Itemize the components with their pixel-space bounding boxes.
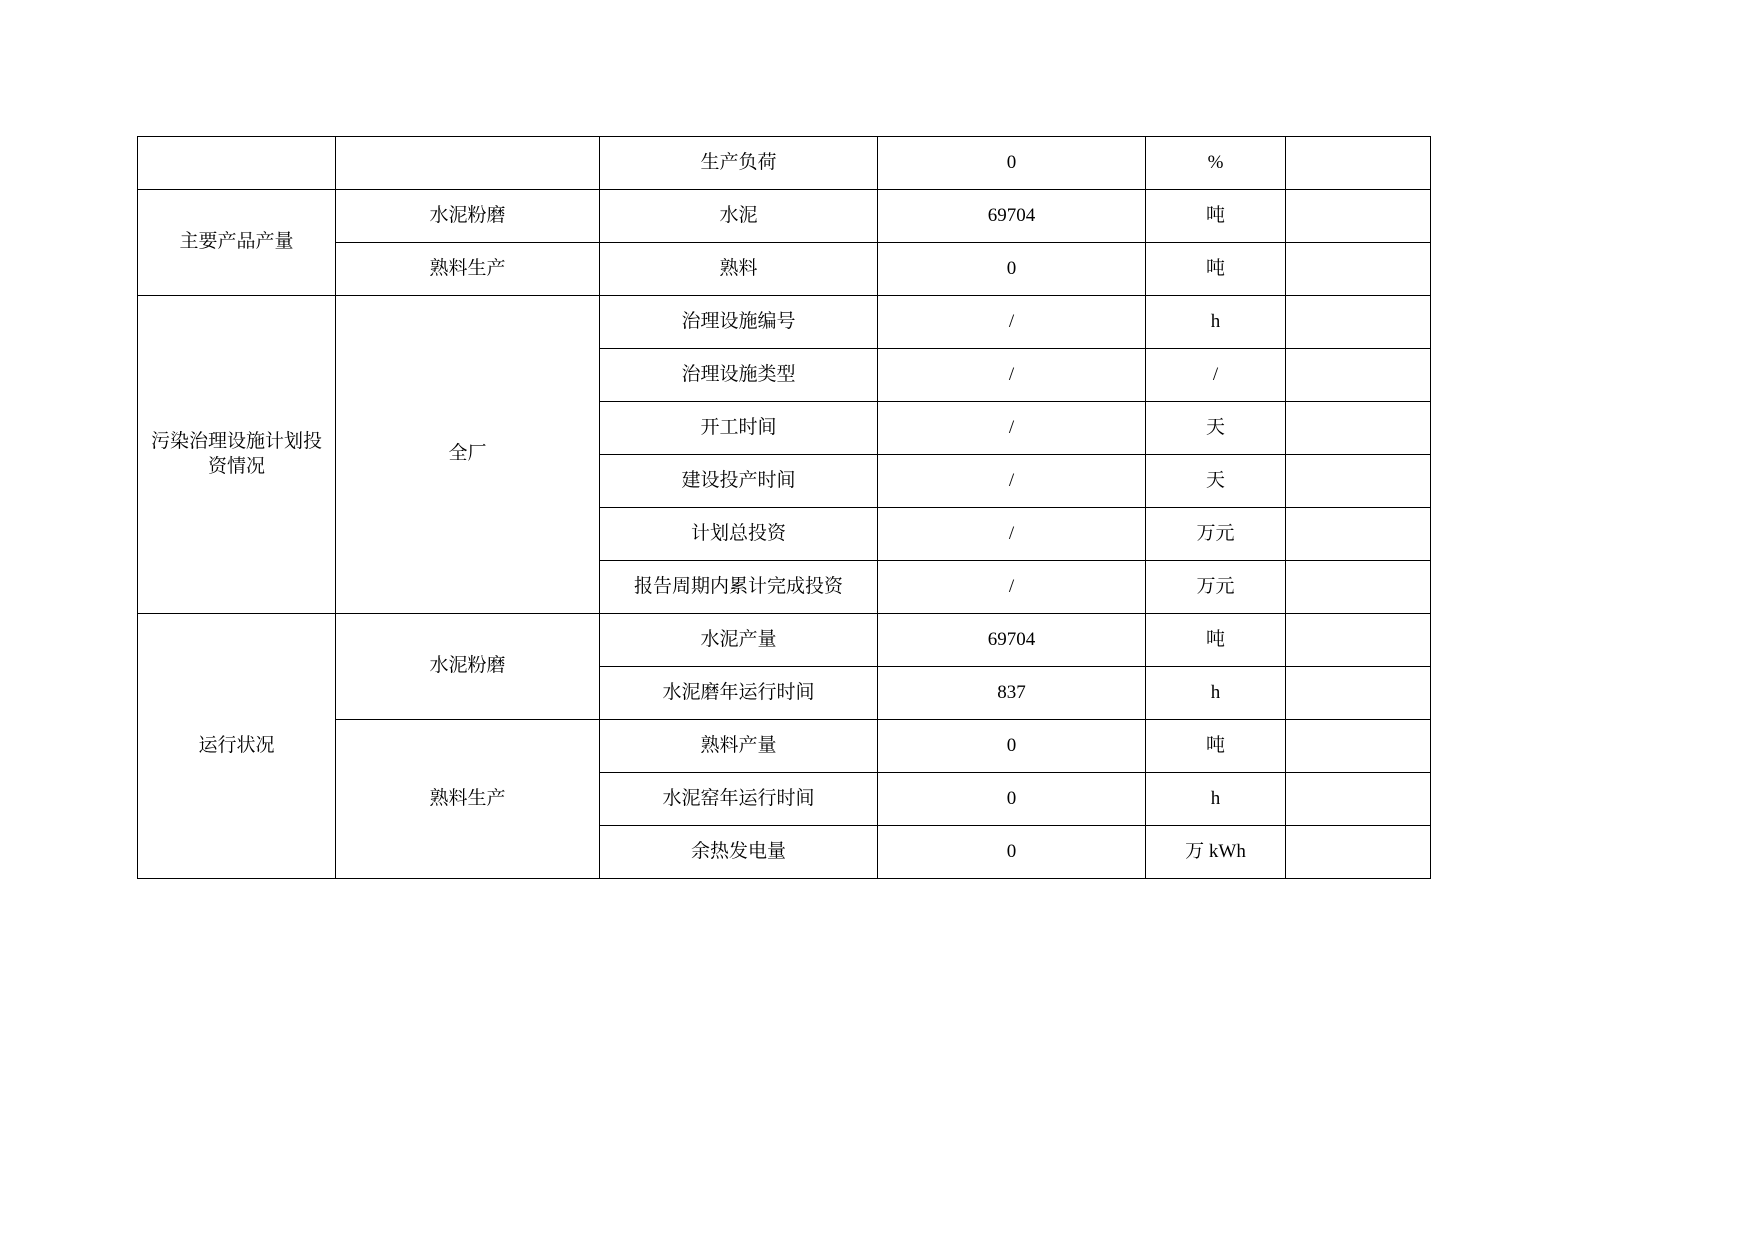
cell-item: 报告周期内累计完成投资 [600,561,878,614]
cell-category-pollution-investment: 污染治理设施计划投资情况 [138,296,336,614]
cell-value: 837 [878,667,1146,720]
cell-item: 建设投产时间 [600,455,878,508]
cell-item: 生产负荷 [600,137,878,190]
cell-item: 开工时间 [600,402,878,455]
cell-item: 水泥产量 [600,614,878,667]
cell-remark [1286,190,1431,243]
cell-remark [1286,243,1431,296]
cell-value: 0 [878,773,1146,826]
cell-remark [1286,349,1431,402]
cell-remark [1286,667,1431,720]
cell-unit: h [1146,667,1286,720]
cell-item: 熟料产量 [600,720,878,773]
cell-remark [1286,826,1431,879]
cell-category-main-product: 主要产品产量 [138,190,336,296]
cell-unit: 天 [1146,455,1286,508]
cell-value: / [878,296,1146,349]
cell-remark [1286,561,1431,614]
cell-unit: 吨 [1146,243,1286,296]
cell-unit: 吨 [1146,720,1286,773]
cell-unit: 万 kWh [1146,826,1286,879]
cell-remark [1286,614,1431,667]
cell-item: 治理设施编号 [600,296,878,349]
cell-value: 69704 [878,614,1146,667]
cell-remark [1286,508,1431,561]
cell-process-cement-grinding: 水泥粉磨 [336,614,600,720]
report-table [137,136,1431,879]
table-row [138,190,1431,243]
cell-unit: 天 [1146,402,1286,455]
cell-remark [1286,137,1431,190]
report-table-container [137,136,1430,879]
cell-value: / [878,508,1146,561]
cell-item: 治理设施类型 [600,349,878,402]
cell-unit: 万元 [1146,508,1286,561]
cell-value: / [878,561,1146,614]
cell-process: 水泥粉磨 [336,190,600,243]
cell-process-empty [336,137,600,190]
table-row [138,296,1431,349]
cell-item: 余热发电量 [600,826,878,879]
cell-value: 0 [878,826,1146,879]
cell-item: 水泥窑年运行时间 [600,773,878,826]
cell-category-operation: 运行状况 [138,614,336,879]
cell-process-clinker-production: 熟料生产 [336,720,600,879]
cell-value: / [878,349,1146,402]
table-row [138,614,1431,667]
cell-remark [1286,296,1431,349]
cell-unit: 吨 [1146,614,1286,667]
cell-process: 熟料生产 [336,243,600,296]
cell-unit: % [1146,137,1286,190]
cell-unit: / [1146,349,1286,402]
cell-value: 0 [878,243,1146,296]
table-row [138,137,1431,190]
cell-process-whole-plant: 全厂 [336,296,600,614]
cell-item: 熟料 [600,243,878,296]
cell-unit: 万元 [1146,561,1286,614]
cell-item: 水泥 [600,190,878,243]
cell-value: / [878,402,1146,455]
cell-value: 0 [878,137,1146,190]
cell-category-empty [138,137,336,190]
cell-value: / [878,455,1146,508]
cell-unit: h [1146,773,1286,826]
cell-value: 69704 [878,190,1146,243]
cell-value: 0 [878,720,1146,773]
cell-remark [1286,773,1431,826]
cell-remark [1286,455,1431,508]
cell-unit: 吨 [1146,190,1286,243]
cell-remark [1286,402,1431,455]
cell-item: 水泥磨年运行时间 [600,667,878,720]
cell-item: 计划总投资 [600,508,878,561]
cell-remark [1286,720,1431,773]
cell-unit: h [1146,296,1286,349]
